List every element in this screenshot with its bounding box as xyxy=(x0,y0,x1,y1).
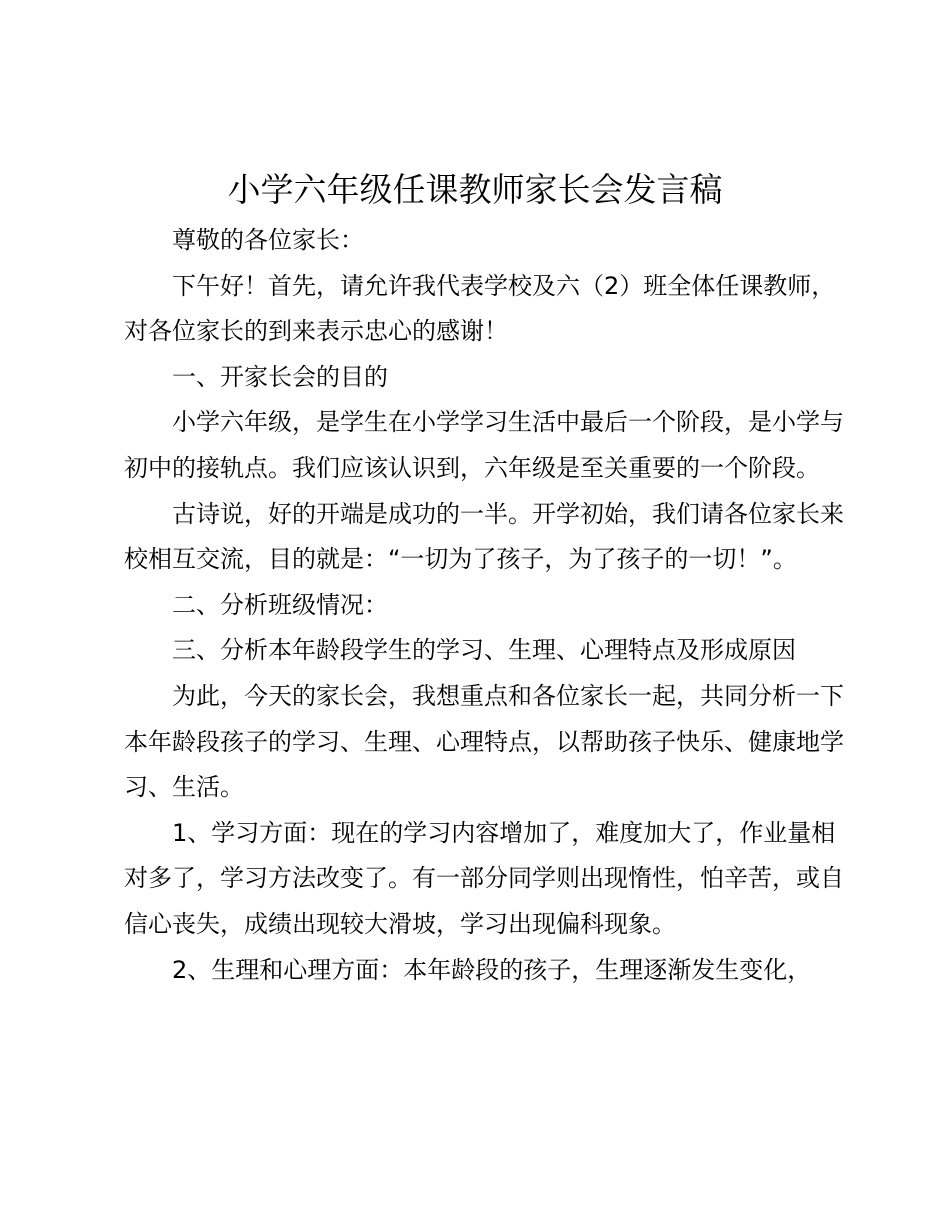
paragraph-good-start: 古诗说，好的开端是成功的一半。开学初始，我们请各位家长来校相互交流，目的就是：“一切为了孩子，为了孩子的一切！”。 xyxy=(124,499,844,574)
paragraph-salutation: 尊敬的各位家长： xyxy=(172,226,364,254)
paragraph-grade-six: 小学六年级，是学生在小学学习生活中最后一个阶段，是小学与初中的接轨点。我们应该认识到，六年级是至关重要的一个阶段。 xyxy=(124,408,844,482)
paragraph-greeting: 下午好！首先，请允许我代表学校及六（2）班全体任课教师，对各位家长的到来表示忠心的感谢！ xyxy=(124,271,836,346)
paragraph-meeting-focus: 为此，今天的家长会，我想重点和各位家长一起，共同分析一下本年龄段孩子的学习、生理、心理特点，以帮助孩子快乐、健康地学习、生活。 xyxy=(124,681,844,802)
section-heading-purpose: 一、开家长会的目的 xyxy=(172,362,388,391)
paragraph-physio-psych-aspect: 2、生理和心理方面：本年龄段的孩子，生理逐渐发生变化， xyxy=(172,955,812,984)
paragraph-study-aspect: 1、学习方面：现在的学习内容增加了，难度加大了，作业量相对多了，学习方法改变了。有一部分同学则出现惰性，怕辛苦，或自信心丧失，成绩出现较大滑坡，学习出现偏科现象。 xyxy=(124,818,844,938)
section-heading-class-analysis: 二、分析班级情况： xyxy=(172,590,388,619)
document-title: 小学六年级任课教师家长会发言稿 xyxy=(227,170,723,209)
document-body xyxy=(124,218,844,993)
section-heading-age-analysis: 三、分析本年龄段学生的学习、生理、心理特点及形成原因 xyxy=(172,636,796,665)
